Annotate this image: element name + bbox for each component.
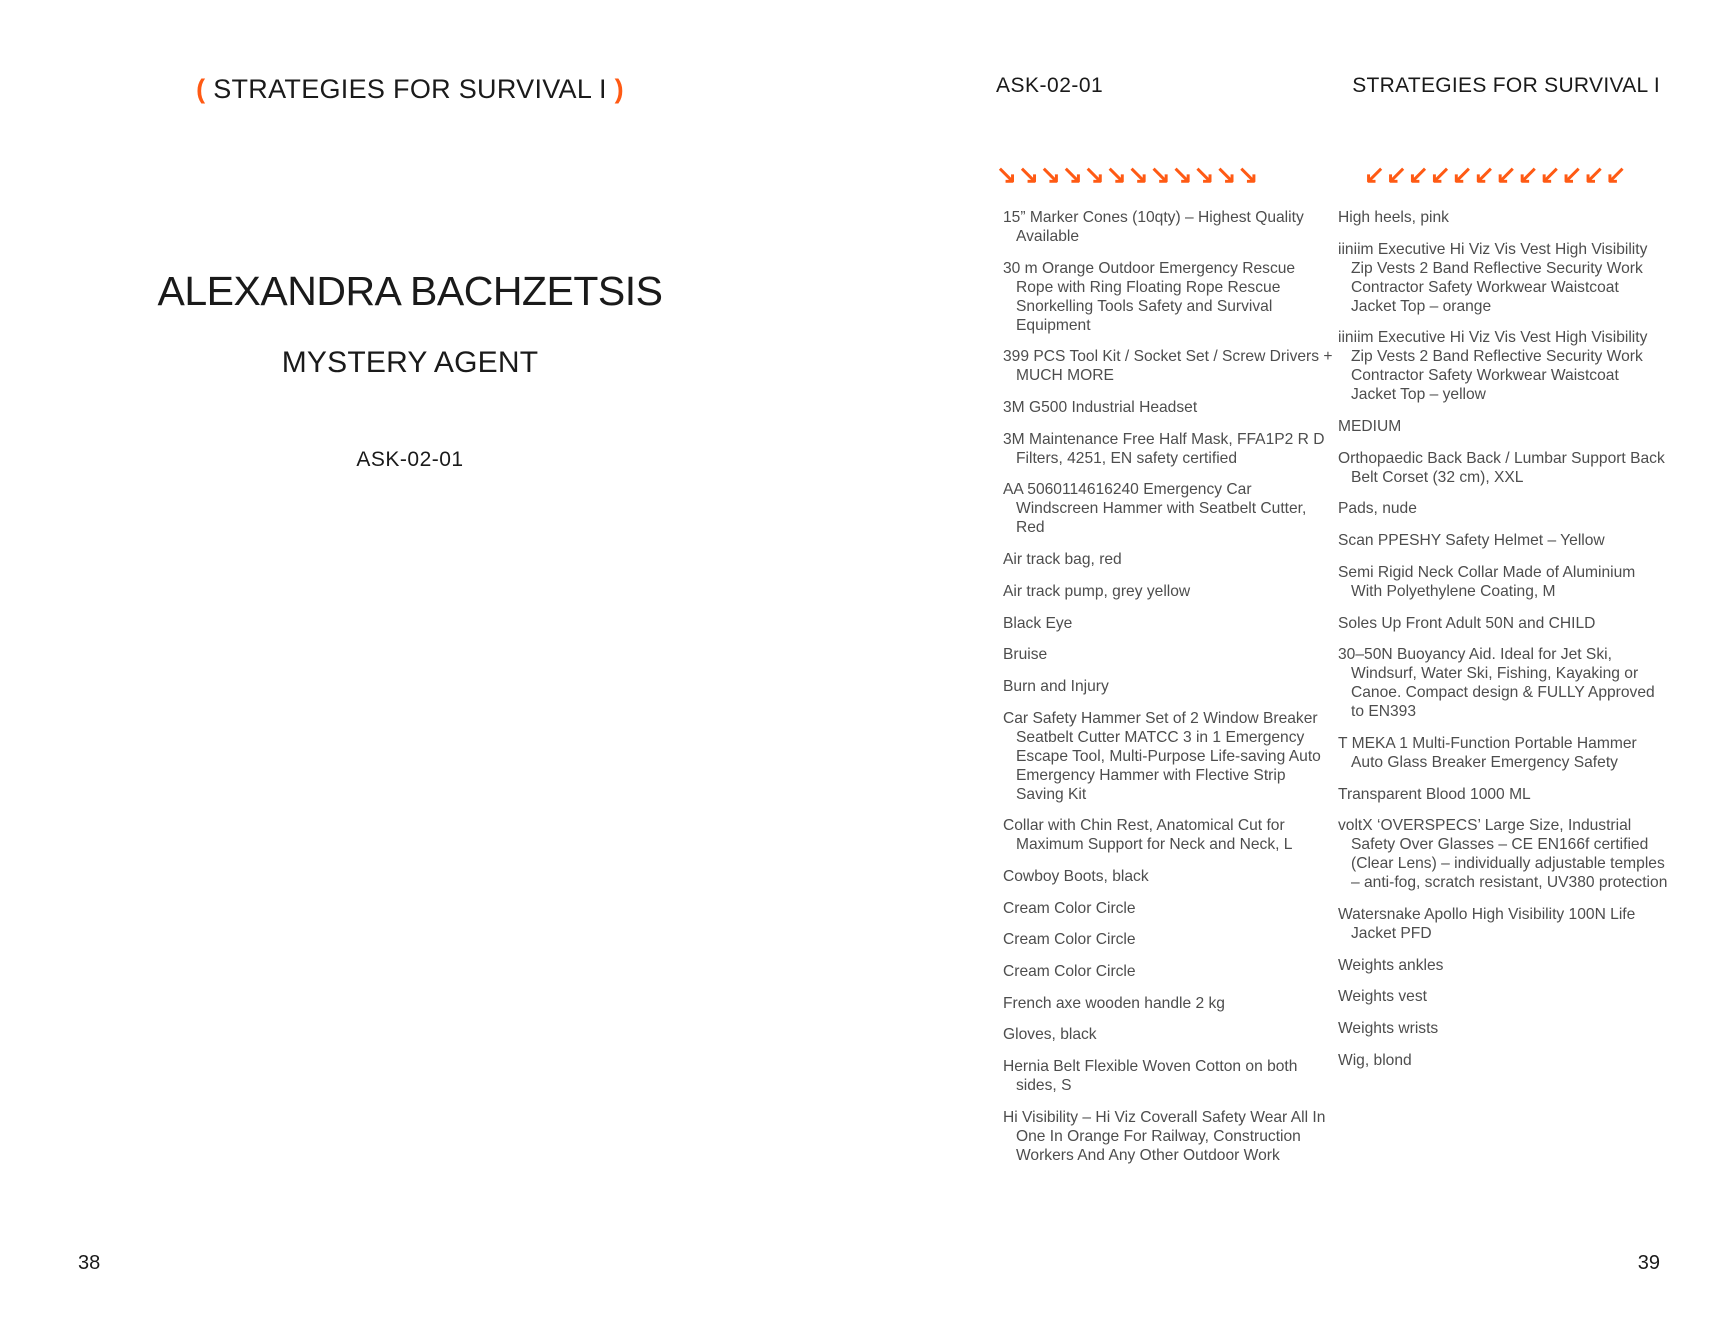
list-item: Air track bag, red: [1003, 551, 1122, 569]
list-item: Pads, nude: [1338, 500, 1417, 518]
list-item: Scan PPESHY Safety Helmet – Yellow: [1338, 532, 1605, 550]
list-item: T MEKA 1 Multi-Function Portable Hammer Auto Glass Breaker Emergency Safety: [1338, 734, 1637, 771]
list-item: 3M G500 Industrial Headset: [1003, 399, 1198, 417]
list-item: Hi Visibility – Hi Viz Coverall Safety Wear All In One In Orange For Railway, Construction Workers And Any Other Outdoor Work: [1003, 1108, 1326, 1164]
list-item: iiniim Executive Hi Viz Vis Vest High Visibility Zip Vests 2 Band Reflective Security Work Contractor Safety Workwear Waistcoat Jacket Top – orange: [1338, 240, 1648, 315]
list-item: Transparent Blood 1000 ML: [1338, 785, 1531, 803]
list-item: Cream Color Circle: [1003, 931, 1136, 949]
list-item: Cowboy Boots, black: [1003, 867, 1149, 885]
running-head-code: ASK-02-01: [996, 74, 1104, 97]
list-item: Weights wrists: [1338, 1020, 1439, 1037]
artist-name: ALEXANDRA BACHZETSIS: [157, 268, 663, 314]
list-item: Watersnake Apollo High Visibility 100N Life Jacket PFD: [1338, 905, 1636, 942]
open-bracket: (: [196, 74, 206, 104]
list-item: iiniim Executive Hi Viz Vis Vest High Visibility Zip Vests 2 Band Reflective Security Work Contractor Safety Workwear Waistcoat Jacket Top – yellow: [1338, 329, 1648, 404]
page-number: 39: [1637, 1252, 1660, 1274]
item-list-column-2: [1338, 208, 1668, 1082]
list-item: Orthopaedic Back Back / Lumbar Support Back Belt Corset (32 cm), XXL: [1338, 449, 1665, 486]
list-item: Burn and Injury: [1003, 677, 1109, 695]
page-number: 38: [78, 1252, 101, 1274]
list-item: 3M Maintenance Free Half Mask, FFA1P2 R D Filters, 4251, EN safety certified: [1003, 430, 1325, 467]
list-item: High heels, pink: [1338, 209, 1449, 226]
list-item: 30–50N Buoyancy Aid. Ideal for Jet Ski, Windsurf, Water Ski, Fishing, Kayaking or Canoe. Compact design & FULLY Approved to EN393: [1338, 646, 1655, 721]
list-item: Wig, blond: [1338, 1051, 1412, 1069]
list-item: Collar with Chin Rest, Anatomical Cut for Maximum Support for Neck and Neck, L: [1003, 817, 1293, 854]
list-item: Hernia Belt Flexible Woven Cotton on both sides, S: [1003, 1058, 1298, 1095]
close-bracket: ): [614, 74, 624, 104]
list-item: AA 5060114616240 Emergency Car Windscreen Hammer with Seatbelt Cutter, Red: [1003, 481, 1307, 537]
list-item: 399 PCS Tool Kit / Socket Set / Screw Drivers + MUCH MORE: [1003, 348, 1333, 385]
down-right-arrows-icon: ↘↘↘↘↘↘↘↘↘↘↘↘: [996, 161, 1260, 189]
list-item: Soles Up Front Adult 50N and CHILD: [1338, 614, 1596, 632]
list-item: Cream Color Circle: [1003, 899, 1136, 917]
work-title: MYSTERY AGENT: [281, 346, 539, 379]
right-page: [866, 0, 1732, 1338]
list-item: Gloves, black: [1003, 1026, 1097, 1044]
list-item: Weights vest: [1338, 988, 1427, 1006]
work-code: ASK-02-01: [356, 448, 464, 471]
running-head-title: STRATEGIES FOR SURVIVAL I: [1352, 74, 1660, 97]
running-head: [0, 74, 820, 105]
list-item: MEDIUM: [1338, 418, 1402, 436]
list-item: French axe wooden handle 2 kg: [1003, 994, 1225, 1012]
list-item: Weights ankles: [1338, 956, 1444, 974]
list-item: Car Safety Hammer Set of 2 Window Breaker Seatbelt Cutter MATCC 3 in 1 Emergency Escape Tool, Multi-Purpose Life-saving Auto Emergency Hammer with Flective Strip Saving Kit: [1003, 709, 1321, 803]
down-left-arrows-icon: ↙↙↙↙↙↙↙↙↙↙↙↙: [1364, 161, 1628, 189]
list-item: 15” Marker Cones (10qty) – Highest Quality Available: [1003, 209, 1304, 245]
item-list-column-1: [1003, 208, 1333, 1177]
list-item: Black Eye: [1003, 614, 1073, 632]
running-head-text: STRATEGIES FOR SURVIVAL I: [213, 74, 607, 104]
list-item: 30 m Orange Outdoor Emergency Rescue Rope with Ring Floating Rope Rescue Snorkelling Tools Safety and Survival Equipment: [1003, 259, 1296, 334]
list-item: voltX ‘OVERSPECS’ Large Size, Industrial Safety Over Glasses – CE EN166f certified (Clear Lens) – individually adjustable temples – anti-fog, scratch resistant, UV380 protection: [1338, 817, 1668, 892]
list-item: Cream Color Circle: [1003, 963, 1136, 980]
list-item: Semi Rigid Neck Collar Made of Aluminium With Polyethylene Coating, M: [1338, 563, 1636, 600]
list-item: Air track pump, grey yellow: [1003, 582, 1191, 600]
list-item: Bruise: [1003, 646, 1048, 664]
